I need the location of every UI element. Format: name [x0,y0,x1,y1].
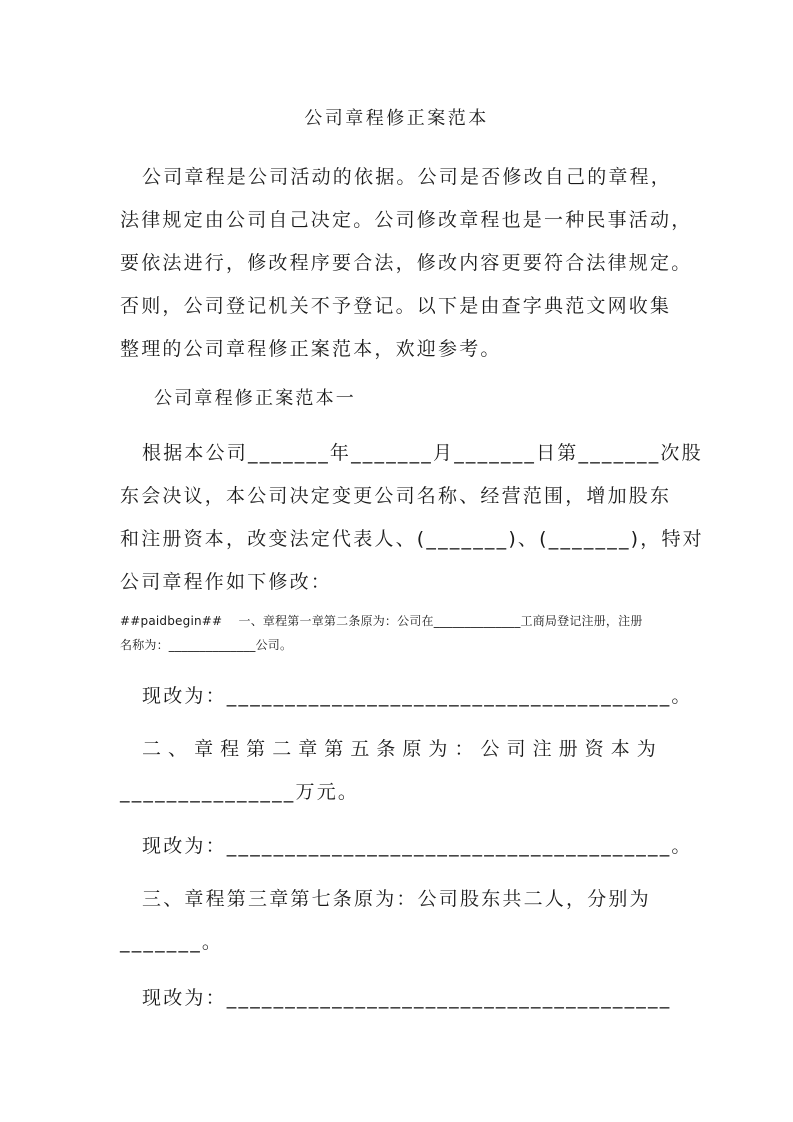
section-heading: 公司章程修正案范本一 [154,388,356,409]
amendment-line: 现改为：______________________________________。 [142,685,693,707]
clause-three-line: _______。 [120,931,224,953]
document-title: 公司章程修正案范本 [304,108,489,129]
intro-line: 法律规定由公司自己决定。公司修改章程也是一种民事活动， [120,209,693,231]
clause-three-line: 三、章程第三章第七条原为：公司股东共二人，分别为 [142,888,651,910]
amendment-line: 现改为：______________________________________。 [142,835,693,857]
intro-line: 否则，公司登记机关不予登记。以下是由查字典范文网收集 [120,295,672,317]
clause-two-line: _______________万元。 [120,781,360,803]
clause-one-line: 名称为：______________公司。 [120,638,293,652]
resolution-line: 东会决议，本公司决定变更公司名称、经营范围，增加股东 [120,485,672,507]
clause-two-line: 二 、 章 程 第 二 章 第 五 条 原 为 ： 公 司 注 册 资 本 为 [142,738,657,760]
intro-line: 要依法进行，修改程序要合法，修改内容更要符合法律规定。 [120,252,693,274]
resolution-line: 根据本公司_______年_______月_______日第_______次股 [142,442,703,464]
intro-line: 整理的公司章程修正案范本，欢迎参考。 [120,338,502,360]
resolution-line: 公司章程作如下修改： [120,571,333,593]
intro-line: 公司章程是公司活动的依据。公司是否修改自己的章程， [142,166,673,188]
amendment-line: 现改为：______________________________________ [142,987,672,1009]
resolution-line: 和注册资本，改变法定代表人、(_______)、(_______)，特对 [120,528,704,550]
clause-one-line: ##paidbegin## 一、章程第一章第二条原为：公司在______________工商局登记注册，注册 [120,614,643,628]
